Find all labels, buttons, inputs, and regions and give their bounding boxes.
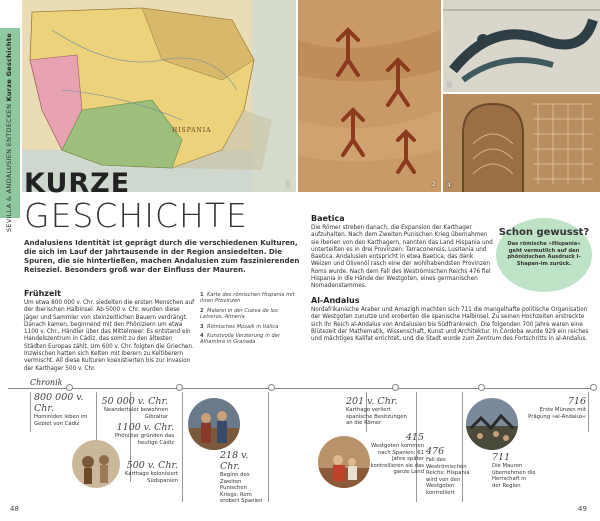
mosaic-photo	[443, 0, 600, 92]
fact-bubble	[496, 218, 592, 292]
photo-number: 4	[447, 182, 451, 189]
alhambra-image	[443, 94, 600, 192]
timeline-event: 218 v. Chr. Beginn des Zweiten Punischen Kriegs; Rom erobert Spanien	[220, 450, 263, 505]
caption-item: 1 Karte des römischen Hispania mit ihren Provinzen	[200, 292, 295, 305]
photo-number: 2	[432, 181, 436, 188]
cave-painting-image	[298, 0, 441, 192]
moorish-battle-painting	[466, 398, 518, 450]
baetica-heading: Baetica	[311, 214, 345, 223]
timeline-marker	[176, 384, 183, 391]
timeline-tick	[268, 392, 269, 502]
caption-item: 3 Römisches Mosaik in Itálica	[200, 323, 279, 330]
timeline-event: 1100 v. Chr. Phönizier gründen das heutige Cádiz	[114, 422, 174, 446]
fact-title: Schon gewusst?	[498, 227, 590, 238]
baetica-section	[311, 214, 494, 291]
intro-text: Andalusiens Identität ist geprägt durch die verschiedenen Kulturen, die sich im Lauf der Jahrtausende in der Region ansiedelten. Die Spuren, die sie hinterließen, machen Andalusien zum faszinierenden Reiseziel. Besonders groß war der Einfluss der Mauren.	[24, 238, 300, 274]
timeline-marker	[478, 384, 485, 391]
fruehzeit-section	[24, 289, 196, 373]
sidebar-label	[5, 33, 17, 432]
alandalus-text: Nordafrikanische Araber und Amazigh machten sich 711 die mangelhafte politische Organisation der Westgoten zunutze und eroberten die spanische Halbinsel. Zu seinen Hochzeiten erstreckte sich ihr Reich al-Andalus von Andalusien bis Südfrankreich. Die folgenden 700 Jahre waren eine Blütezeit der Mathematik, Wissenschaft, Kunst und Architektur. In Córdoba wurde 929 ein reiches und mächtiges Kalifat errichtet, und die Stadt wurde zum Zentrum des Fortschritts in al-Andalus.	[311, 307, 589, 343]
page-number-right: 49	[578, 505, 587, 513]
caption-item: 4 Kunstvolle Verzierung in der Alhambra in Granada	[200, 333, 281, 346]
timeline-event: 716 Erste Münzen mit Prägung »al-Andalus«	[528, 396, 586, 420]
stone-age-painting	[72, 440, 120, 488]
sidebar-section: Kurze Geschichte	[5, 33, 13, 102]
timeline-event: 476 Fall des Weströmischen Reichs; Hispania wird von den Westgoten kontrolliert	[426, 446, 470, 496]
title-line-1: KURZE	[24, 168, 131, 199]
title-line-2: GESCHICHTE	[24, 196, 248, 235]
caption-item: 2 Malerei in der Cueva de los Letreros, Almería	[200, 307, 278, 321]
page-number-left: 48	[10, 505, 19, 513]
alandalus-heading: Al-Andalus	[311, 296, 360, 305]
hispania-map	[22, 0, 296, 192]
alhambra-photo	[443, 94, 600, 192]
timeline-line	[8, 388, 592, 389]
timeline-marker	[392, 384, 399, 391]
cave-painting-photo	[298, 0, 441, 192]
timeline-marker	[268, 384, 275, 391]
fact-text: Das römische »Hispania« geht vermutlich auf den phönizischen Ausdruck I-Shapan-im zurück.	[507, 241, 581, 267]
map-photo	[22, 0, 296, 192]
punic-war-painting	[188, 398, 240, 450]
timeline-event: 800 000 v. Chr. Hominiden leben im Gebiet von Cádiz	[34, 392, 88, 427]
photo-captions	[200, 292, 300, 346]
timeline-marker	[590, 384, 597, 391]
baetica-text: Die Römer streben danach, die Expansion der Karthager aufzuhalten. Nach dem Zweiten Punischen Krieg übernahmen sie Iberien von den Karthagern, nannten das Land Hispania und unterteilten es in drei Provinzen: Tarraconensis, Lusitania und Baetica. Andalusien entspricht in etwa Baetica, das dank Weizen und Olivenöl rasch eine der wohlhabendsten Provinzen Roms wurde. Nach dem Fall des Weströmischen Reichs 476 fiel Hispania in die Hände der Westgoten, eines germanischen Nomadenstammes.	[311, 225, 493, 290]
map-label: HISPANIA	[172, 127, 212, 134]
alandalus-section	[311, 296, 596, 343]
photo-number: 3	[447, 82, 451, 89]
timeline-event: 415 Westgoten kommen nach Spanien; 61 Jahre später kontrollieren sie das ganze Land	[370, 432, 424, 476]
photo-number: 1	[286, 181, 290, 188]
timeline-marker	[66, 384, 73, 391]
timeline-event: 500 v. Chr. Karthago kolonisiert Südspanien	[124, 460, 178, 484]
timeline-label: Chronik	[30, 378, 63, 387]
timeline-event: 201 v. Chr. Karthago verliert spanische Besitzungen an die Römer	[346, 396, 407, 427]
fruehzeit-text: Um etwa 800 000 v. Chr. siedelten die ersten Menschen auf der Iberischen Halbinsel. Ab 5000 v. Chr. wurden diese Jäger und Sammler von steinzeitlichen Bauern verdrängt. Danach kamen, beginnend mit den Phöniziern um etwa 1100 v. Chr., Händler über das Mittelmeer. Es entstand ein Handelszentrum in Cádiz, das somit zu den ältesten Städten Europas zählt. Um 600 v. Chr. folgten die Griechen. Inzwischen hatten sich Kelten mit Iberern zu Keltiberern vermischt. All diese Kulturen koexistierten bis zur Invasion der Karthager 500 v. Chr.	[24, 300, 195, 372]
roman-painting	[318, 436, 370, 488]
sidebar-region: SEVILLA & ANDALUSIEN ENTDECKEN	[5, 103, 13, 232]
mosaic-image	[443, 0, 600, 92]
timeline-event: 711 Die Mauren übernehmen die Herrschaft in der Region	[492, 452, 536, 489]
timeline-tick	[182, 392, 183, 502]
timeline-tick	[588, 392, 589, 432]
timeline-tick	[30, 392, 31, 432]
fruehzeit-heading: Frühzeit	[24, 289, 61, 298]
timeline-event: 50 000 v. Chr. Neandertaler bewohnen Gibraltar	[101, 396, 168, 420]
